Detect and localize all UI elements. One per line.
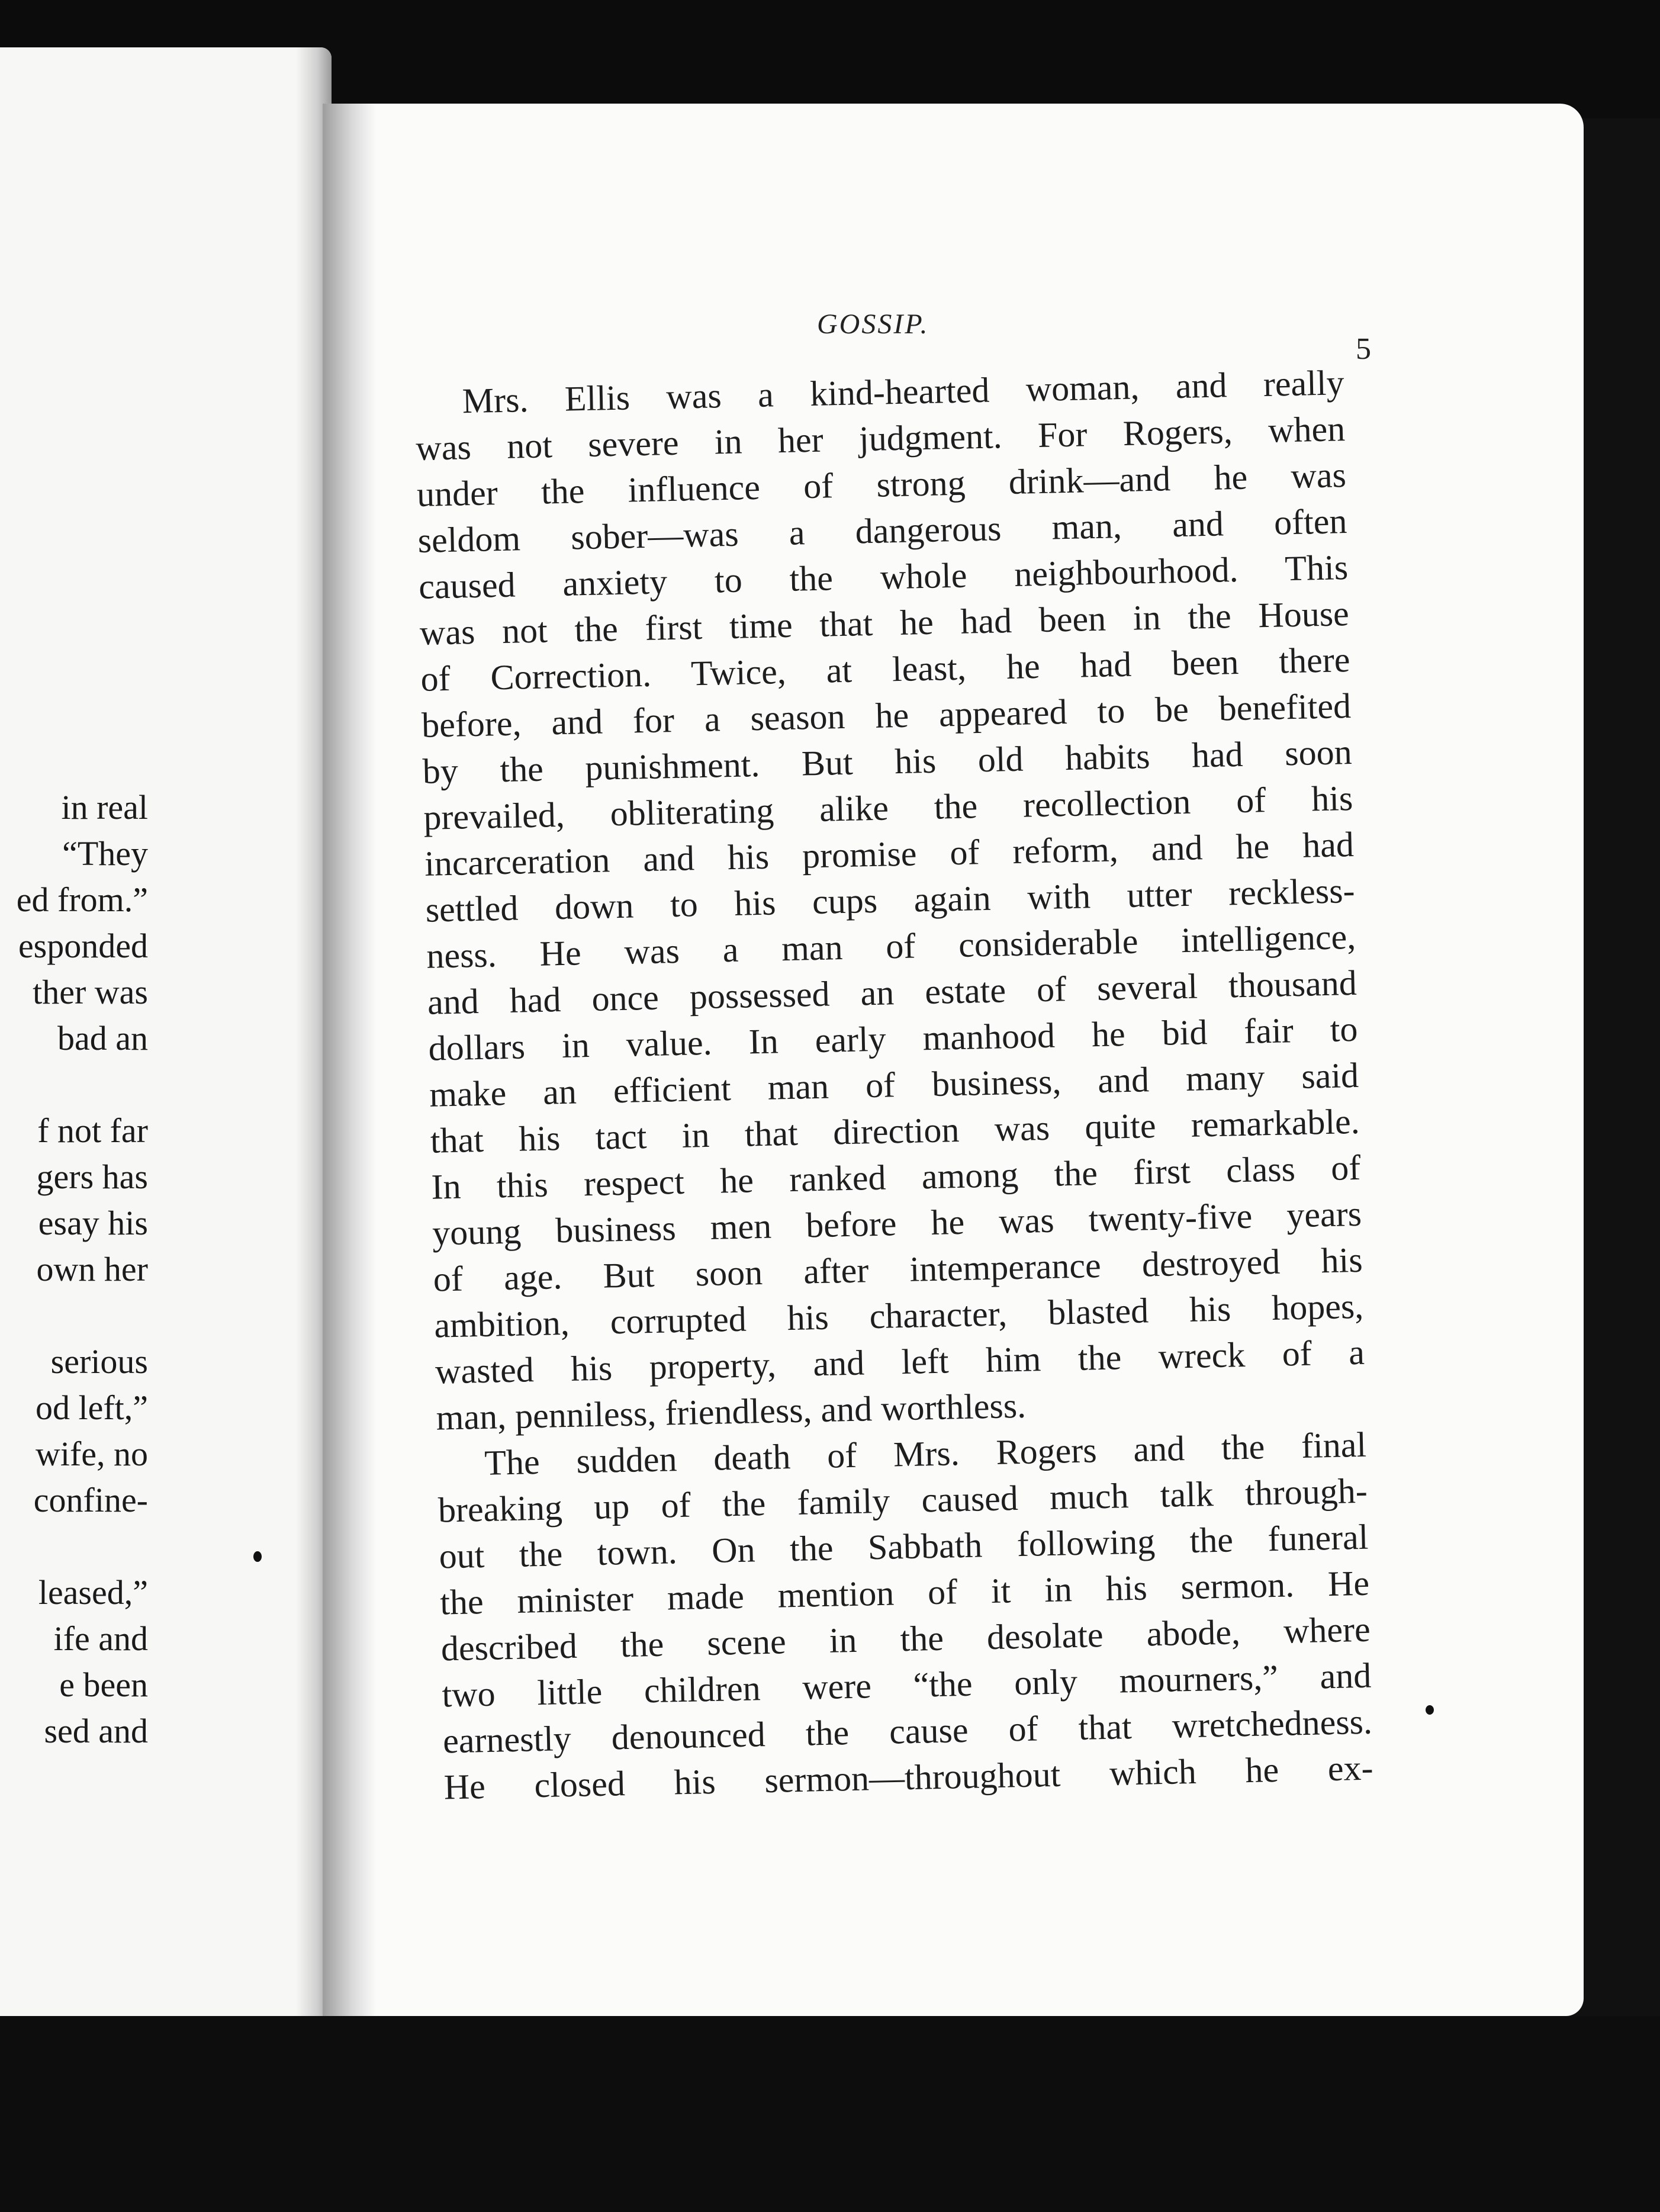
text-line: The sudden death of Mrs. Rogers and the final [484,1425,1367,1483]
scan-speck [1426,1705,1434,1715]
left-page-fragment: ife and [53,1619,148,1658]
left-page-fragment: ed from.” [16,880,148,919]
text-line: that his tact in that direction was quite remarkable. [430,1101,1360,1160]
left-page-fragment: confine- [33,1481,148,1519]
left-page-fragment: sed and [44,1712,148,1750]
left-page-fragment: e been [59,1666,148,1704]
text-line: and had once possessed an estate of several thousand [427,963,1357,1022]
text-line: ness. He was a man of considerable intelligence, [426,917,1356,976]
text-line: ambition, corrupted his character, blasted his hopes, [433,1286,1364,1345]
text-line: dollars in value. In early manhood he bid fair to [427,1009,1359,1068]
left-page-fragment: wife, no [35,1435,148,1473]
text-line: was not the first time that he had been in the House [419,594,1350,652]
text-line: Mrs. Ellis was a kind-hearted woman, and really [462,363,1345,421]
text-line: out the town. On the Sabbath following the funeral [438,1517,1369,1576]
text-line: the minister made mention of it in his sermon. He [439,1563,1370,1622]
left-page-fragment: gers has [36,1158,148,1196]
running-header: GOSSIP. [817,308,929,340]
left-page-fragment: serious [50,1342,148,1381]
left-page-fragment: od left,” [35,1388,148,1427]
text-line: settled down to his cups again with utter reckless- [425,870,1356,930]
text-line: man, penniless, friendless, and worthless. [436,1385,1027,1438]
text-line: incarceration and his promise of reform, and he had [424,824,1355,883]
text-line: breaking up of the family caused much talk through- [437,1471,1368,1530]
text-line: under the influence of strong drink—and he was [416,455,1347,514]
left-page-fragment: esay his [38,1204,148,1242]
text-line: by the punishment. But his old habits had soon [422,732,1353,791]
text-line: young business men before he was twenty-five years [432,1194,1362,1253]
left-page [0,47,332,2019]
left-page-fragment: “They [62,834,148,873]
text-line: of age. But soon after intemperance destroyed his [433,1240,1363,1299]
text-line: caused anxiety to the whole neighbourhood. This [418,548,1349,606]
left-page-fragment: esponded [18,927,148,965]
text-line: wasted his property, and left him the wreck of a [435,1332,1365,1391]
scan-speck [253,1551,262,1562]
text-line: He closed his sermon—throughout which he ex- [443,1748,1374,1807]
left-page-fragment: in real [61,788,148,827]
text-line: before, and for a season he appeared to be benefited [421,686,1352,745]
scan-bottom-edge [0,2016,1660,2212]
text-line: described the scene in the desolate abode, where [440,1609,1371,1668]
text-line: seldom sober—was a dangerous man, and often [417,501,1348,560]
left-page-fragment: bad an [57,1019,148,1057]
left-page-fragment: leased,” [38,1573,148,1612]
left-page-fragment: own her [36,1250,148,1288]
text-line: In this respect he ranked among the first class of [430,1147,1361,1207]
text-line: earnestly denounced the cause of that wretchedness. [442,1702,1373,1761]
text-line: prevailed, obliterating alike the recollection of his [423,778,1353,837]
left-page-fragment: ther was [33,973,148,1011]
text-line: of Correction. Twice, at least, he had been there [420,640,1350,699]
text-line: was not severe in her judgment. For Rogers, when [415,409,1346,468]
page-number: 5 [1356,332,1371,366]
right-page-gutter-shadow [323,104,376,2016]
left-page-fragment: f not far [37,1111,148,1150]
text-line: two little children were “the only mourners,” and [441,1655,1372,1715]
text-line: make an efficient man of business, and many said [429,1055,1359,1114]
body-text [414,359,1373,1810]
